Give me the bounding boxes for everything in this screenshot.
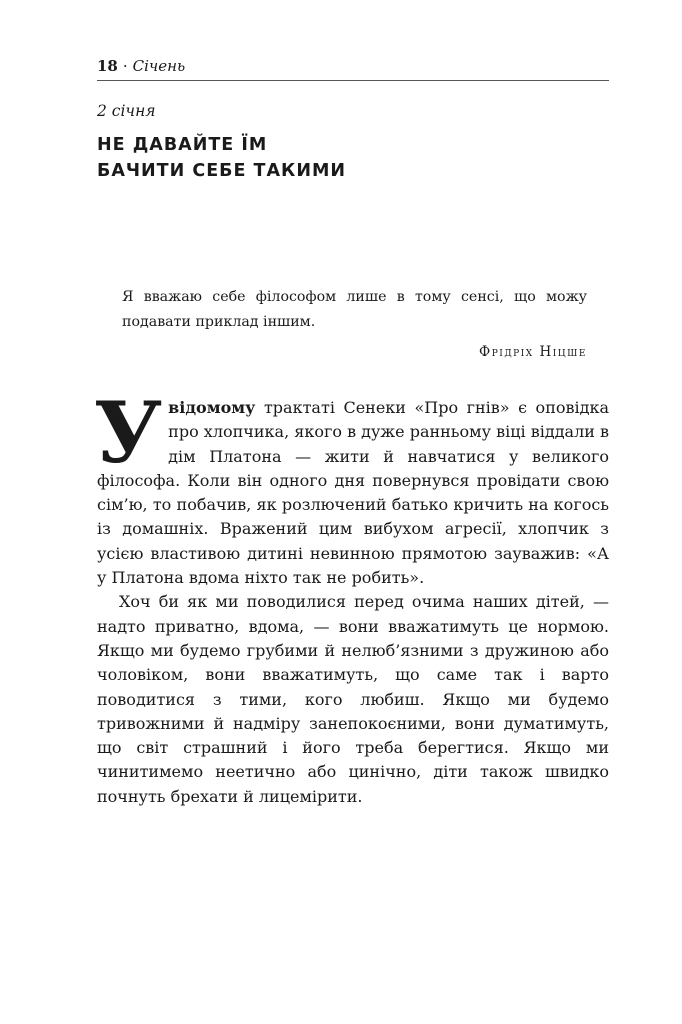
body-paragraph-1-text: трактаті Сенеки «Про гнів» є оповідка про хлопчика, якого в дуже ранньому віці віддали в дім Платона — жити й навчатися у великого філософа. Коли він одного дня повернувся провідати свою сім’ю, то побачив, як розлючений батько кричить на когось із домашніх. Вражений цим вибухом агресії, хлопчик з усією властивою дитині невинною прямотою зауважив: «А у Платона вдома ніхто так не робить». <box>97 398 609 588</box>
lead-in-bold: відомому <box>168 398 256 417</box>
body-paragraph-1 <box>94 383 609 590</box>
entry-title-line-1: НЕ ДАВАЙТЕ ЇМ <box>97 135 268 155</box>
body-text <box>94 383 609 809</box>
entry-title <box>97 132 517 184</box>
epigraph-quote: Я вважаю себе філософом лише в тому сенсі, що можу подавати приклад іншим. <box>122 289 587 330</box>
body-paragraph-2: Хоч би як ми поводилися перед очима наших дітей, — надто приватно, вдома, — вони вважатимуть це нормою. Якщо ми будемо грубими й нелюб’язними з дружиною або чоловіком, вони вважатимуть, що саме так і варто поводитися з тими, кого любиш. Якщо ми будемо тривожними й надміру занепокоєними, вони думатимуть, що світ страшний і його треба берегтися. Якщо ми чинитимемо неетично або цинічно, діти також швидко почнуть брехати й лицемірити. <box>97 592 609 806</box>
entry-date: 2 січня <box>97 102 156 120</box>
epigraph-author: Фрідріх Ніцше <box>479 344 587 360</box>
running-head-separator: · <box>122 57 128 75</box>
page-number: 18 <box>97 57 118 75</box>
header-rule <box>97 80 609 81</box>
entry-title-line-2: БАЧИТИ СЕБЕ ТАКИМИ <box>97 161 347 181</box>
running-head <box>97 56 609 76</box>
drop-cap: У <box>94 383 163 482</box>
section-title: Січень <box>132 57 186 75</box>
